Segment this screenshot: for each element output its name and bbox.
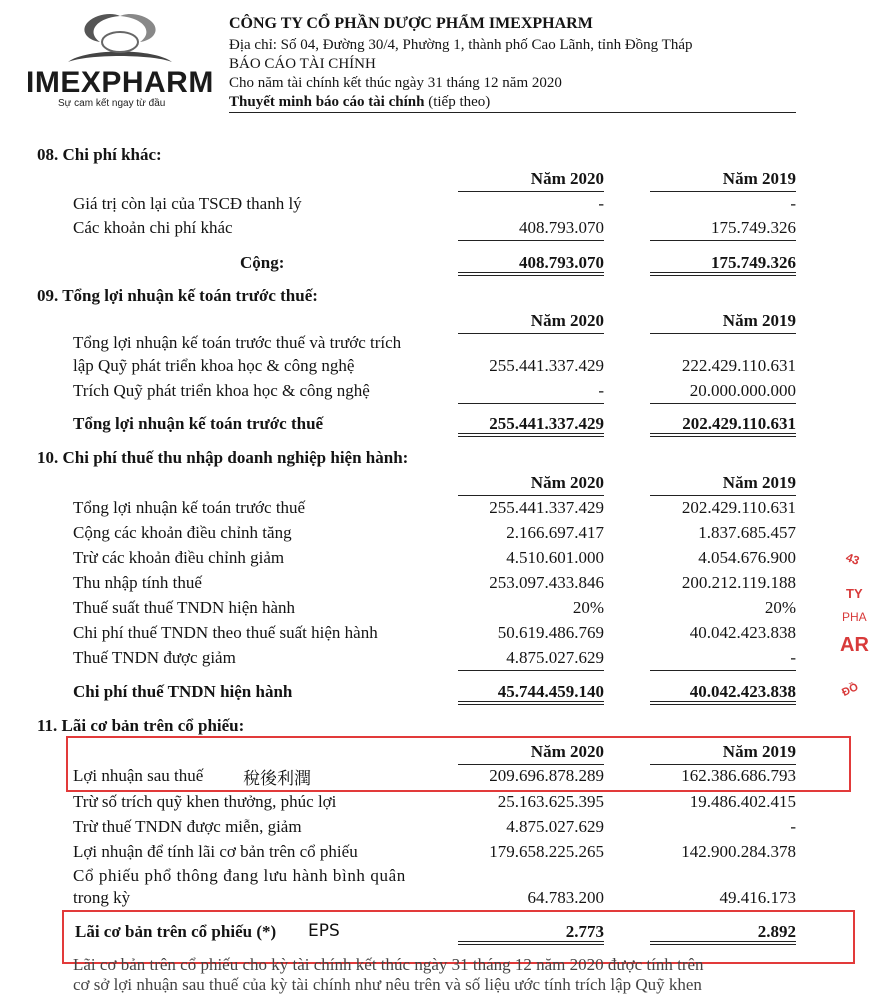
row-label-line1: Cổ phiếu phổ thông đang lưu hành bình quân [73, 866, 406, 885]
value-2020: - [598, 194, 604, 213]
value-2020: 253.097.433.846 [489, 573, 604, 592]
imexpharm-logo-mark [66, 12, 174, 70]
value-2020: 2.166.697.417 [506, 523, 604, 542]
double-rule [458, 701, 604, 705]
col-2020-header: Năm 2020 [530, 742, 604, 761]
value-2019: 202.429.110.631 [681, 498, 796, 517]
row-label: Trừ thuế TNDN được miễn, giảm [73, 817, 302, 836]
section-09-title: 09. Tổng lợi nhuận kế toán trước thuế: [37, 286, 318, 305]
row-label: Lợi nhuận để tính lãi cơ bản trên cổ phiếu [73, 842, 358, 861]
header-underline [650, 764, 796, 765]
col-2019-header: Năm 2019 [722, 473, 796, 492]
value-2019: 4.054.676.900 [698, 548, 796, 567]
value-2019: 175.749.326 [711, 218, 796, 237]
row-label: Trừ số trích quỹ khen thưởng, phúc lợi [73, 792, 337, 811]
header-underline [458, 333, 604, 334]
col-2020-header: Năm 2020 [530, 311, 604, 330]
total-2019: 175.749.326 [711, 253, 796, 272]
value-2020: 179.658.225.265 [489, 842, 604, 861]
value-2019: - [790, 817, 796, 836]
total-2019: 202.429.110.631 [682, 414, 796, 433]
header-underline [458, 764, 604, 765]
subtotal-rule [650, 403, 796, 404]
row-label: Giá trị còn lại của TSCĐ thanh lý [73, 194, 302, 213]
double-rule [458, 272, 604, 276]
value-2019: 222.429.110.631 [681, 356, 796, 375]
stamp-fragment: AR [840, 634, 869, 656]
stamp-fragment: PHA [842, 610, 867, 624]
row-label: Thuế suất thuế TNDN hiện hành [73, 598, 296, 617]
value-2019: - [790, 648, 796, 667]
value-2020: 209.696.878.289 [489, 766, 604, 785]
notes-heading: Thuyết minh báo cáo tài chính (tiếp theo) [229, 94, 491, 110]
total-2019: 40.042.423.838 [689, 682, 796, 701]
header-underline [650, 191, 796, 192]
section-10-title: 10. Chi phí thuế thu nhập doanh nghiệp hiện hành: [37, 448, 409, 467]
row-label: Trừ các khoản điều chỉnh giảm [73, 548, 285, 567]
total-2020: 45.744.459.140 [497, 682, 604, 701]
value-2020: 255.441.337.429 [489, 498, 604, 517]
header-underline [650, 333, 796, 334]
value-2020: 4.875.027.629 [506, 817, 604, 836]
value-2019: 20.000.000.000 [689, 381, 796, 400]
section-11-title: 11. Lãi cơ bản trên cổ phiếu: [37, 716, 245, 735]
total-label: Cộng: [240, 253, 285, 272]
value-2019: 49.416.173 [719, 888, 796, 907]
stamp-fragment: 43 [844, 550, 862, 568]
total-label: Lãi cơ bản trên cổ phiếu (*) [75, 922, 277, 941]
col-2020-header: Năm 2020 [530, 169, 604, 188]
row-label-line2: trong kỳ [73, 888, 131, 907]
stamp-fragment: ĐỒ [840, 681, 861, 699]
col-2019-header: Năm 2019 [722, 742, 796, 761]
value-2020: - [598, 381, 604, 400]
total-2020: 2.773 [565, 922, 604, 941]
value-2019: 20% [764, 598, 796, 617]
section-08-title: 08. Chi phí khác: [37, 145, 162, 164]
report-period: Cho năm tài chính kết thúc ngày 31 tháng 12 năm 2020 [229, 75, 562, 91]
stamp-fragment: TY [846, 586, 863, 601]
header-rule [229, 112, 796, 113]
row-label: Lợi nhuận sau thuế [73, 766, 204, 785]
value-2020: 4.875.027.629 [506, 648, 604, 667]
logo-wordmark: IMEXPHARM [26, 66, 214, 99]
annotation-net-profit: 稅後利潤 [243, 769, 311, 789]
double-rule [458, 941, 604, 945]
row-label: Trích Quỹ phát triển khoa học & công nghệ [73, 381, 370, 400]
row-label-line1: Tổng lợi nhuận kế toán trước thuế và trước trích [73, 333, 402, 352]
value-2019: - [790, 194, 796, 213]
footer-line-2: cơ sở lợi nhuận sau thuế của kỳ tài chính như nêu trên và số liệu ước tính trích lập Quỹ khen [73, 975, 702, 994]
value-2020: 50.619.486.769 [497, 623, 604, 642]
value-2019: 40.042.423.838 [689, 623, 796, 642]
value-2019: 200.212.119.188 [681, 573, 796, 592]
row-label: Thu nhập tính thuế [73, 573, 202, 592]
col-2019-header: Năm 2019 [722, 311, 796, 330]
double-rule [650, 272, 796, 276]
subtotal-rule [458, 670, 604, 671]
double-rule [650, 701, 796, 705]
row-label: Chi phí thuế TNDN theo thuế suất hiện hành [73, 623, 378, 642]
value-2019: 162.386.686.793 [681, 766, 796, 785]
company-name: CÔNG TY CỔ PHẦN DƯỢC PHẨM IMEXPHARM [229, 15, 593, 32]
value-2020: 25.163.625.395 [497, 792, 604, 811]
value-2020: 255.441.337.429 [489, 356, 604, 375]
annotation-eps: EPS [308, 921, 340, 941]
value-2020: 408.793.070 [519, 218, 604, 237]
value-2019: 19.486.402.415 [689, 792, 796, 811]
col-2020-header: Năm 2020 [530, 473, 604, 492]
value-2019: 1.837.685.457 [698, 523, 796, 542]
subtotal-rule [650, 670, 796, 671]
subtotal-rule [458, 403, 604, 404]
value-2020: 4.510.601.000 [506, 548, 604, 567]
value-2019: 142.900.284.378 [681, 842, 796, 861]
subtotal-rule [650, 240, 796, 241]
row-label-line2: lập Quỹ phát triển khoa học & công nghệ [73, 356, 355, 375]
total-2020: 255.441.337.429 [489, 414, 604, 433]
value-2020: 64.783.200 [527, 888, 604, 907]
total-label: Chi phí thuế TNDN hiện hành [73, 682, 293, 701]
value-2020: 20% [572, 598, 604, 617]
row-label: Các khoản chi phí khác [73, 218, 233, 237]
header-underline [458, 495, 604, 496]
header-underline [650, 495, 796, 496]
subtotal-rule [458, 240, 604, 241]
row-label: Thuế TNDN được giảm [73, 648, 236, 667]
report-title: BÁO CÁO TÀI CHÍNH [229, 56, 376, 72]
logo-tagline: Sự cam kết ngay từ đầu [58, 98, 166, 109]
double-rule [650, 433, 796, 437]
row-label: Tổng lợi nhuận kế toán trước thuế [73, 498, 306, 517]
double-rule [650, 941, 796, 945]
header-underline [458, 191, 604, 192]
total-2020: 408.793.070 [519, 253, 604, 272]
total-2019: 2.892 [757, 922, 796, 941]
row-label: Cộng các khoản điều chỉnh tăng [73, 523, 292, 542]
col-2019-header: Năm 2019 [722, 169, 796, 188]
total-label: Tổng lợi nhuận kế toán trước thuế [73, 414, 324, 433]
footer-line-1: Lãi cơ bản trên cổ phiếu cho kỳ tài chính kết thúc ngày 31 tháng 12 năm 2020 được tính trên [73, 955, 704, 974]
company-address: Địa chỉ: Số 04, Đường 30/4, Phường 1, thành phố Cao Lãnh, tỉnh Đồng Tháp [229, 37, 693, 53]
double-rule [458, 433, 604, 437]
